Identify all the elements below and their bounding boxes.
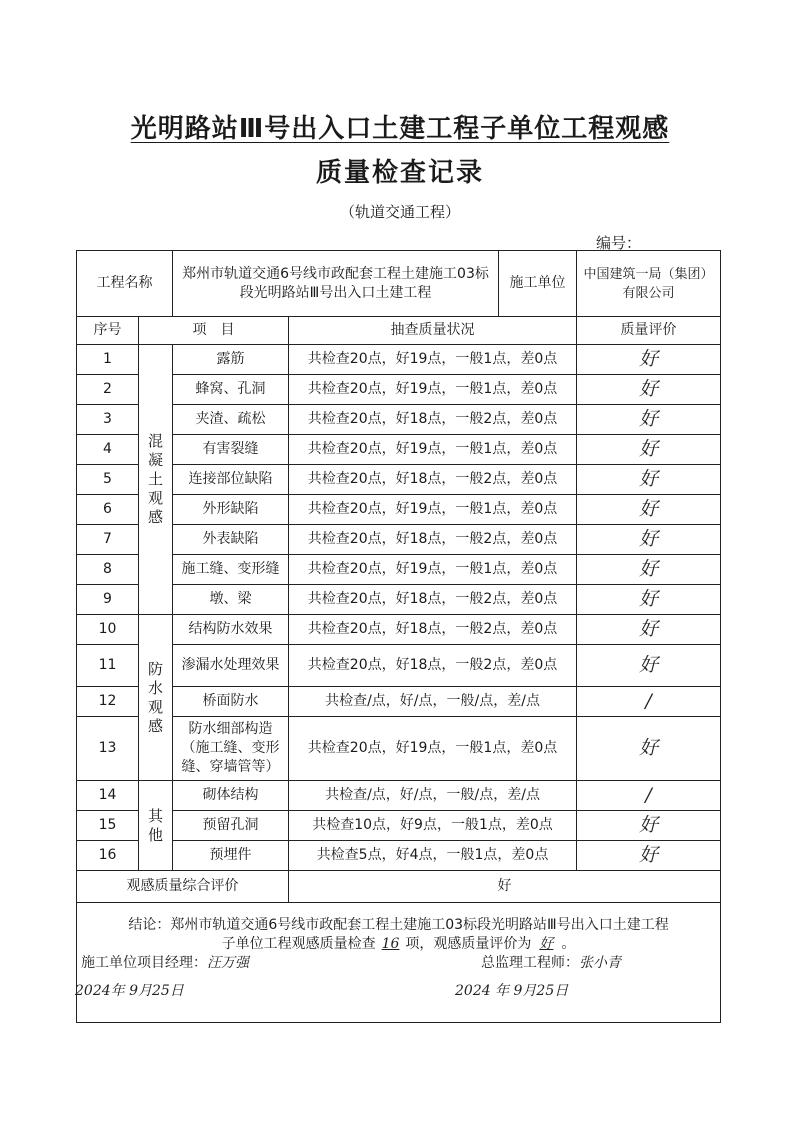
row-eval: 好 <box>577 405 721 435</box>
manager-label: 施工单位项目经理： <box>81 954 207 971</box>
row-status: 共检查20点，好19点，一般1点，差0点 <box>289 435 577 465</box>
row-eval: 好 <box>577 345 721 375</box>
document-number-label: 编号： <box>596 234 642 252</box>
construction-unit-value: 中国建筑一局（集团）有限公司 <box>577 251 721 317</box>
row-eval: 好 <box>577 525 721 555</box>
row-item: 外形缺陷 <box>173 495 289 525</box>
conclusion-suffix: 。 <box>561 935 576 952</box>
manager-signature: 汪万强 <box>207 954 249 971</box>
conclusion-prefix: 子单位工程观感质量检查 <box>221 935 376 952</box>
row-no: 12 <box>77 687 139 717</box>
supervisor-label: 总监理工程师： <box>481 954 579 971</box>
row-item: 夹渣、疏松 <box>173 405 289 435</box>
supervisor-signature-block <box>481 954 621 973</box>
date-row <box>75 982 716 1010</box>
table-row <box>77 495 721 525</box>
row-item: 施工缝、变形缝 <box>173 555 289 585</box>
row-no: 6 <box>77 495 139 525</box>
row-no: 5 <box>77 465 139 495</box>
row-item: 预埋件 <box>173 841 289 871</box>
overall-label: 观感质量综合评价 <box>77 871 289 903</box>
row-status: 共检查20点，好18点，一般2点，差0点 <box>289 465 577 495</box>
row-eval: 好 <box>577 645 721 687</box>
row-item: 防水细部构造（施工缝、变形缝、穿墙管等） <box>173 717 289 781</box>
table-row <box>77 525 721 555</box>
row-eval: 好 <box>577 841 721 871</box>
table-row <box>77 687 721 717</box>
row-item: 露筋 <box>173 345 289 375</box>
row-eval: 好 <box>577 615 721 645</box>
row-item: 结构防水效果 <box>173 615 289 645</box>
row-item: 外表缺陷 <box>173 525 289 555</box>
table-row <box>77 405 721 435</box>
row-item: 桥面防水 <box>173 687 289 717</box>
row-item: 砌体结构 <box>173 781 289 811</box>
row-no: 13 <box>77 717 139 781</box>
row-eval: 好 <box>577 375 721 405</box>
row-no: 4 <box>77 435 139 465</box>
col-item-header: 项 目 <box>139 317 289 345</box>
table-row <box>77 435 721 465</box>
row-no: 8 <box>77 555 139 585</box>
col-status-header: 抽查质量状况 <box>289 317 577 345</box>
row-eval: 好 <box>577 717 721 781</box>
row-status: 共检查/点，好/点，一般/点，差/点 <box>289 687 577 717</box>
row-item: 渗漏水处理效果 <box>173 645 289 687</box>
row-no: 11 <box>77 645 139 687</box>
row-eval: 好 <box>577 585 721 615</box>
conclusion-row <box>77 903 721 1023</box>
manager-sign-date: 2024年 9月25日 <box>75 982 184 999</box>
table-row <box>77 717 721 781</box>
row-no: 9 <box>77 585 139 615</box>
row-status: 共检查/点，好/点，一般/点，差/点 <box>289 781 577 811</box>
row-status: 共检查10点，好9点，一般1点，差0点 <box>289 811 577 841</box>
category-other: 其他 <box>139 781 173 871</box>
column-header-row <box>77 317 721 345</box>
conclusion-line2 <box>81 935 716 954</box>
row-eval: 好 <box>577 555 721 585</box>
row-no: 14 <box>77 781 139 811</box>
row-eval: 好 <box>577 465 721 495</box>
table-row <box>77 585 721 615</box>
category-concrete: 混凝土观感 <box>139 345 173 615</box>
conclusion-line1: 结论：郑州市轨道交通6号线市政配套工程土建施工03标段光明路站Ⅲ号出入口土建工程 <box>128 916 669 933</box>
row-item: 有害裂缝 <box>173 435 289 465</box>
row-status: 共检查20点，好18点，一般2点，差0点 <box>289 525 577 555</box>
inspected-item-count: 16 <box>381 935 400 952</box>
row-status: 共检查20点，好19点，一般1点，差0点 <box>289 555 577 585</box>
project-info-row <box>77 251 721 317</box>
supervisor-sign-date: 2024 年 9月25日 <box>455 982 569 999</box>
conclusion-mid: 项，观感质量评价为 <box>405 935 532 952</box>
table-row <box>77 465 721 495</box>
table-row <box>77 811 721 841</box>
supervisor-signature: 张小青 <box>579 954 621 971</box>
row-eval: / <box>577 687 721 717</box>
row-no: 16 <box>77 841 139 871</box>
row-status: 共检查20点，好18点，一般2点，差0点 <box>289 615 577 645</box>
project-name-label: 工程名称 <box>77 251 173 317</box>
row-no: 10 <box>77 615 139 645</box>
row-status: 共检查20点，好19点，一般1点，差0点 <box>289 717 577 781</box>
row-no: 1 <box>77 345 139 375</box>
category-waterproof: 防水观感 <box>139 615 173 781</box>
overall-rating-handwritten: 好 <box>539 935 554 952</box>
table-row <box>77 555 721 585</box>
row-status: 共检查20点，好18点，一般2点，差0点 <box>289 585 577 615</box>
conclusion-block <box>77 903 721 1023</box>
table-row <box>77 375 721 405</box>
row-item: 连接部位缺陷 <box>173 465 289 495</box>
table-row <box>77 615 721 645</box>
overall-row <box>77 871 721 903</box>
row-item: 墩、梁 <box>173 585 289 615</box>
row-eval: 好 <box>577 495 721 525</box>
row-no: 2 <box>77 375 139 405</box>
col-eval-header: 质量评价 <box>577 317 721 345</box>
row-status: 共检查20点，好18点，一般2点，差0点 <box>289 645 577 687</box>
col-seq-header: 序号 <box>77 317 139 345</box>
row-eval: / <box>577 781 721 811</box>
doc-title-line1: 光明路站Ⅲ号出入口土建工程子单位工程观感 <box>130 114 670 144</box>
table-row <box>77 841 721 871</box>
project-name-value: 郑州市轨道交通6号线市政配套工程土建施工03标段光明路站Ⅲ号出入口土建工程 <box>173 251 499 317</box>
row-no: 15 <box>77 811 139 841</box>
row-eval: 好 <box>577 811 721 841</box>
doc-title-line2: 质量检查记录 <box>315 158 484 188</box>
row-status: 共检查20点，好19点，一般1点，差0点 <box>289 495 577 525</box>
table-row <box>77 345 721 375</box>
row-status: 共检查5点，好4点，一般1点，差0点 <box>289 841 577 871</box>
construction-unit-label: 施工单位 <box>499 251 577 317</box>
row-no: 7 <box>77 525 139 555</box>
row-item: 蜂窝、孔洞 <box>173 375 289 405</box>
table-row <box>77 781 721 811</box>
row-status: 共检查20点，好19点，一般1点，差0点 <box>289 375 577 405</box>
overall-value: 好 <box>289 871 721 903</box>
doc-subtitle: （轨道交通工程） <box>339 203 460 221</box>
row-status: 共检查20点，好19点，一般1点，差0点 <box>289 345 577 375</box>
row-no: 3 <box>77 405 139 435</box>
table-row <box>77 645 721 687</box>
row-item: 预留孔洞 <box>173 811 289 841</box>
row-eval: 好 <box>577 435 721 465</box>
signature-row <box>81 954 716 982</box>
manager-signature-block <box>81 954 249 973</box>
inspection-table <box>76 250 721 1023</box>
row-status: 共检查20点，好18点，一般2点，差0点 <box>289 405 577 435</box>
